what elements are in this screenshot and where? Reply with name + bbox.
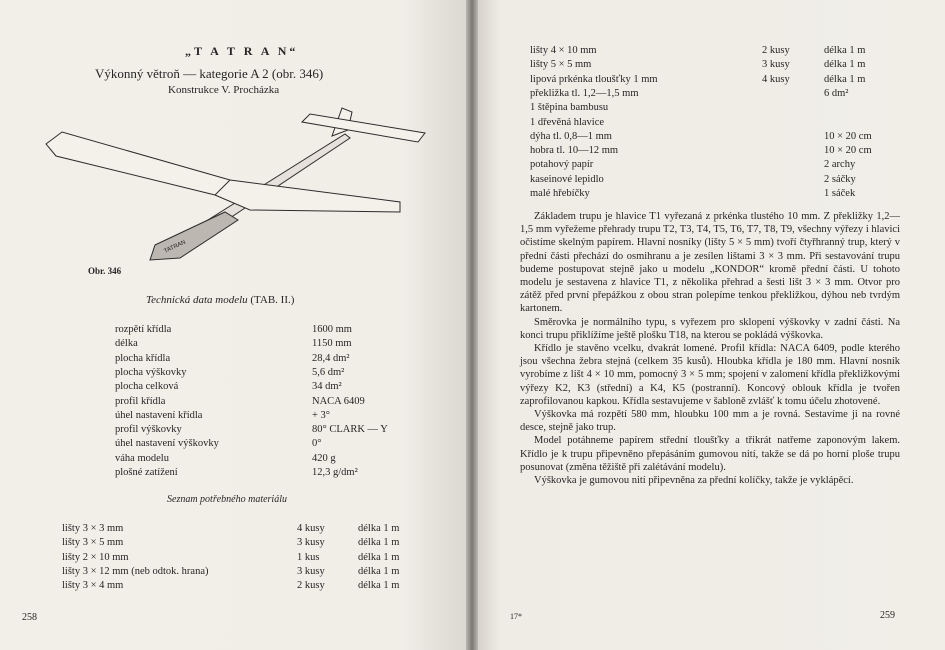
tech-data-label: úhel nastavení křídla <box>115 409 203 421</box>
paragraph-fuselage: Základem trupu je hlavice T1 vyřezaná z prkénka tlustého 10 mm. Z překližky 1,2—1,5 mm vyřežeme přehrady trupu T2, T3, T4, T5, T6, T7, T8, T9, všechny výřezy i hlavici očistíme skelným papírem. Hlavní nosníky (lišty 5 × 5 mm) tvoří čtyřhranný trup, který v přední části přechází do osmihranu a je zesílen lištami 3 × 3 mm. Při sestavování trupu budeme postupovat stejně jako u modelu „KONDOR“ kromě přední části. U tohoto modelu je sestavena z hlavice T1, z několika přehrad a šesti lišt 3 × 3 mm. Otvor pro zátěž před první přepážkou z obou stran polepíme tenkou překližkou, dýhou neb tvrdým kartonem. <box>520 211 900 315</box>
fuselage-lettering: TATRAN <box>163 239 187 255</box>
material-item: lipová prkénka tloušťky 1 mm <box>530 73 658 85</box>
material-amount: 1 sáček <box>824 188 856 199</box>
material-item: hobra tl. 10—12 mm <box>530 145 619 157</box>
tech-data-label: plocha celková <box>115 381 179 393</box>
tech-data-value: 1150 mm <box>312 338 352 350</box>
material-amount: délka 1 m <box>824 73 866 85</box>
tech-data-value: 12,3 g/dm² <box>312 467 358 478</box>
material-amount: 6 dm² <box>824 87 849 99</box>
tech-data-value: + 3° <box>312 409 330 421</box>
paragraph-rudder: Směrovka je normálního typu, s vyřezem pro sklopení výškovky v zadní části. Na konci trupu přiklížíme ještě plošku T18, na kterou se pokládá výškovka. <box>520 316 900 341</box>
material-item: 1 štěpina bambusu <box>530 102 609 114</box>
tech-data-label: plošné zatížení <box>115 467 178 478</box>
tech-data-value: 1600 mm <box>312 324 352 335</box>
tech-data-row <box>0 366 472 379</box>
material-quantity: 2 kusy <box>297 580 325 592</box>
page-number-right: 259 <box>880 610 895 621</box>
materials-list-right <box>0 44 945 199</box>
tech-data-label: plocha křídla <box>115 352 171 364</box>
designer-credit: Konstrukce V. Procházka <box>168 84 280 96</box>
material-row <box>0 551 472 564</box>
material-amount: délka 1 m <box>824 59 866 71</box>
tech-data-value: 0° <box>312 438 322 450</box>
material-quantity: 4 kusy <box>762 73 790 85</box>
tech-data-label: váha modelu <box>115 452 169 464</box>
material-length: délka 1 m <box>358 580 400 592</box>
material-item: překližka tl. 1,2—1,5 mm <box>530 87 639 99</box>
tech-data-row <box>0 437 472 450</box>
figure-caption: Obr. 346 <box>88 266 122 276</box>
tech-data-row <box>0 466 472 479</box>
tech-data-value: 34 dm² <box>312 381 342 393</box>
tech-data-value: 420 g <box>312 452 336 464</box>
fuselage-nose-shape <box>150 212 238 260</box>
model-subtitle: Výkonný větroň — kategorie A 2 (obr. 346) <box>95 66 324 81</box>
body-text <box>520 210 900 487</box>
tech-data-label: rozpětí křídla <box>115 324 172 335</box>
material-row <box>0 144 945 157</box>
material-item: potahový papír <box>530 159 594 171</box>
material-row <box>0 130 945 143</box>
paragraph-mounting: Výškovka je gumovou nití připevněna za přední kolíčky, takže je vyklápěcí. <box>534 475 854 487</box>
paragraph-stabilizer: Výškovka má rozpětí 580 mm, hloubku 100 mm a je rovná. Sestavíme ji na rovné desce, stejně jako trup. <box>520 409 900 434</box>
tech-data-row <box>0 323 472 336</box>
material-quantity: 3 kusy <box>297 537 325 549</box>
tech-data-value: 5,6 dm² <box>312 366 345 378</box>
material-item: lišty 5 × 5 mm <box>530 59 592 71</box>
material-row <box>0 579 472 592</box>
tech-data-table-ref: (TAB. II.) <box>250 294 295 306</box>
tech-data-row <box>0 409 472 422</box>
tech-data-title: Technická data modelu <box>146 294 248 306</box>
material-item: dýha tl. 0,8—1 mm <box>530 130 612 142</box>
material-item: kaseinové lepidlo <box>530 173 604 185</box>
material-row <box>0 116 945 129</box>
tech-data-heading <box>146 294 294 306</box>
material-quantity: 1 kus <box>297 551 320 563</box>
tech-data-label: profil křídla <box>115 395 166 407</box>
tech-data-row <box>0 395 472 408</box>
signature-mark: 17* <box>510 612 522 621</box>
tech-data-value: NACA 6409 <box>312 395 365 407</box>
material-item: lišty 3 × 4 mm <box>62 580 124 592</box>
material-quantity: 3 kusy <box>762 59 790 71</box>
material-length: délka 1 m <box>358 565 400 577</box>
material-length: délka 1 m <box>358 523 400 534</box>
tech-data-value: 80° CLARK — Y <box>312 424 388 436</box>
material-item: lišty 3 × 12 mm (neb odtok. hrana) <box>62 565 209 577</box>
material-item: malé hřebíčky <box>530 188 590 199</box>
model-title: „T A T R A N“ <box>185 44 299 58</box>
tech-data-value: 28,4 dm² <box>312 352 350 364</box>
material-item: lišty 3 × 5 mm <box>62 537 124 549</box>
materials-list-left <box>0 522 472 592</box>
material-row <box>0 87 945 100</box>
material-row <box>0 73 945 86</box>
materials-heading: Seznam potřebného materiálu <box>167 494 287 505</box>
tech-data-list <box>0 323 472 483</box>
tech-data-label: plocha výškovky <box>115 366 187 378</box>
material-row <box>0 173 945 186</box>
tech-data-row <box>0 423 472 436</box>
material-row <box>0 522 472 535</box>
material-amount: 10 × 20 cm <box>824 145 872 157</box>
material-amount: délka 1 m <box>824 45 866 56</box>
material-row <box>0 536 472 549</box>
material-amount: 2 archy <box>824 159 856 171</box>
material-row <box>0 58 945 71</box>
material-amount: 2 sáčky <box>824 173 856 185</box>
material-row <box>0 101 945 114</box>
material-item: lišty 4 × 10 mm <box>530 45 597 56</box>
material-length: délka 1 m <box>358 537 400 549</box>
material-row <box>0 187 945 200</box>
tech-data-row <box>0 352 472 365</box>
tech-data-label: profil výškovky <box>115 424 182 436</box>
material-quantity: 3 kusy <box>297 565 325 577</box>
tech-data-label: délka <box>115 338 138 350</box>
material-row <box>0 565 472 578</box>
paragraph-wing: Křídlo je stavěno vcelku, dvakrát lomené. Profil křídla: NACA 6409, podle kterého jsou všechna žebra stejná (celkem 35 kusů). Hloubka křídla je 180 mm. Hlavní nosník vyrobíme z lišt 4 × 10 mm, pomocný 3 × 5 mm; spojení v zalomení křídla překližkovými výřezy K2, K3 (střední) a K4, K5 (postranní). Koncový oblouk křídla je tvořen zaprofilovanou kapkou. Křídla sestavujeme v šabloně zvlášť k tomu účelu zhotovené. <box>520 343 900 407</box>
paragraph-covering: Model potáhneme papírem střední tloušťky a třikrát natřeme zaponovým lakem. Křídlo je k trupu připevněno přepásáním gumovou nití, takže se dá po horní ploše trupu posunovat (změna těžiště při zalétávání modelu). <box>520 435 900 473</box>
material-quantity: 2 kusy <box>762 45 790 56</box>
tech-data-row <box>0 380 472 393</box>
material-row <box>0 44 945 57</box>
material-length: délka 1 m <box>358 551 400 563</box>
material-item: lišty 2 × 10 mm <box>62 551 129 563</box>
material-quantity: 4 kusy <box>297 523 325 534</box>
material-amount: 10 × 20 cm <box>824 130 872 142</box>
tech-data-label: úhel nastavení výškovky <box>115 438 219 450</box>
page-number-left: 258 <box>22 612 37 623</box>
tech-data-row <box>0 452 472 465</box>
material-item: 1 dřevěná hlavice <box>530 116 605 128</box>
material-item: lišty 3 × 3 mm <box>62 523 124 534</box>
material-row <box>0 158 945 171</box>
tech-data-row <box>0 337 472 350</box>
